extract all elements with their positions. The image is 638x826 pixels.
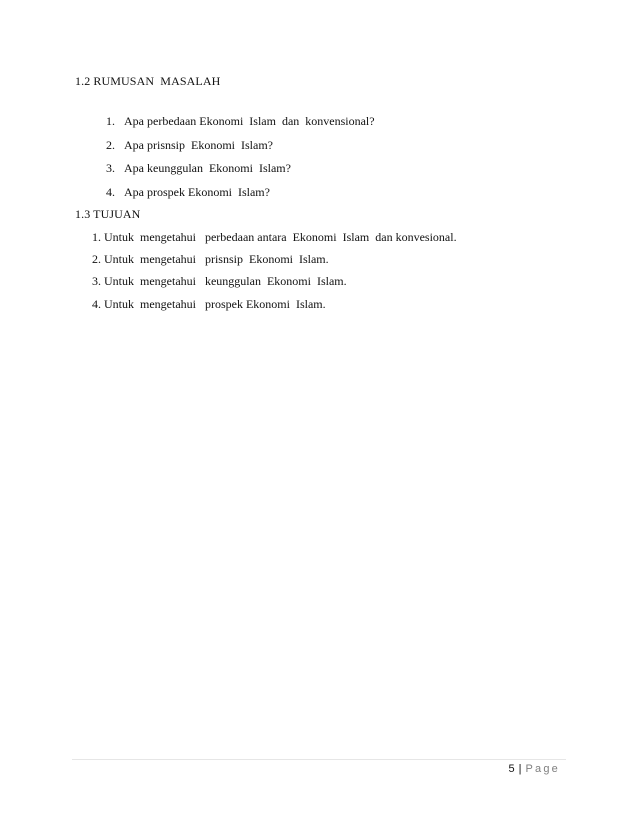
list-item-text: Apa keunggulan Ekonomi Islam? (124, 161, 291, 175)
list-item-text: Apa prospek Ekonomi Islam? (124, 185, 270, 199)
page-label: Page (525, 763, 560, 775)
list-item: 1. Untuk mengetahui perbedaan antara Ekonomi Islam dan konvesional. (92, 230, 457, 244)
page-number: 5 (508, 763, 515, 775)
list-item-number: 2. (106, 138, 115, 152)
list-item-text: Apa perbedaan Ekonomi Islam dan konvensional? (124, 114, 375, 128)
list-item-number: 4. (106, 185, 115, 199)
footer-divider (72, 759, 566, 760)
list-item-text: Apa prisnsip Ekonomi Islam? (124, 138, 273, 152)
list-item: 2. Untuk mengetahui prisnsip Ekonomi Islam. (92, 252, 329, 266)
list-item: 3. Untuk mengetahui keunggulan Ekonomi Islam. (92, 274, 347, 288)
list-item-number: 3. (106, 161, 115, 175)
list-item-number: 1. (106, 114, 115, 128)
section-heading-tujuan: 1.3 TUJUAN (75, 207, 141, 221)
list-item: 4. Untuk mengetahui prospek Ekonomi Islam. (92, 297, 326, 311)
section-heading-rumusan-masalah: 1.2 RUMUSAN MASALAH (75, 74, 221, 88)
page-footer (509, 762, 560, 776)
footer-separator: | (518, 763, 522, 775)
